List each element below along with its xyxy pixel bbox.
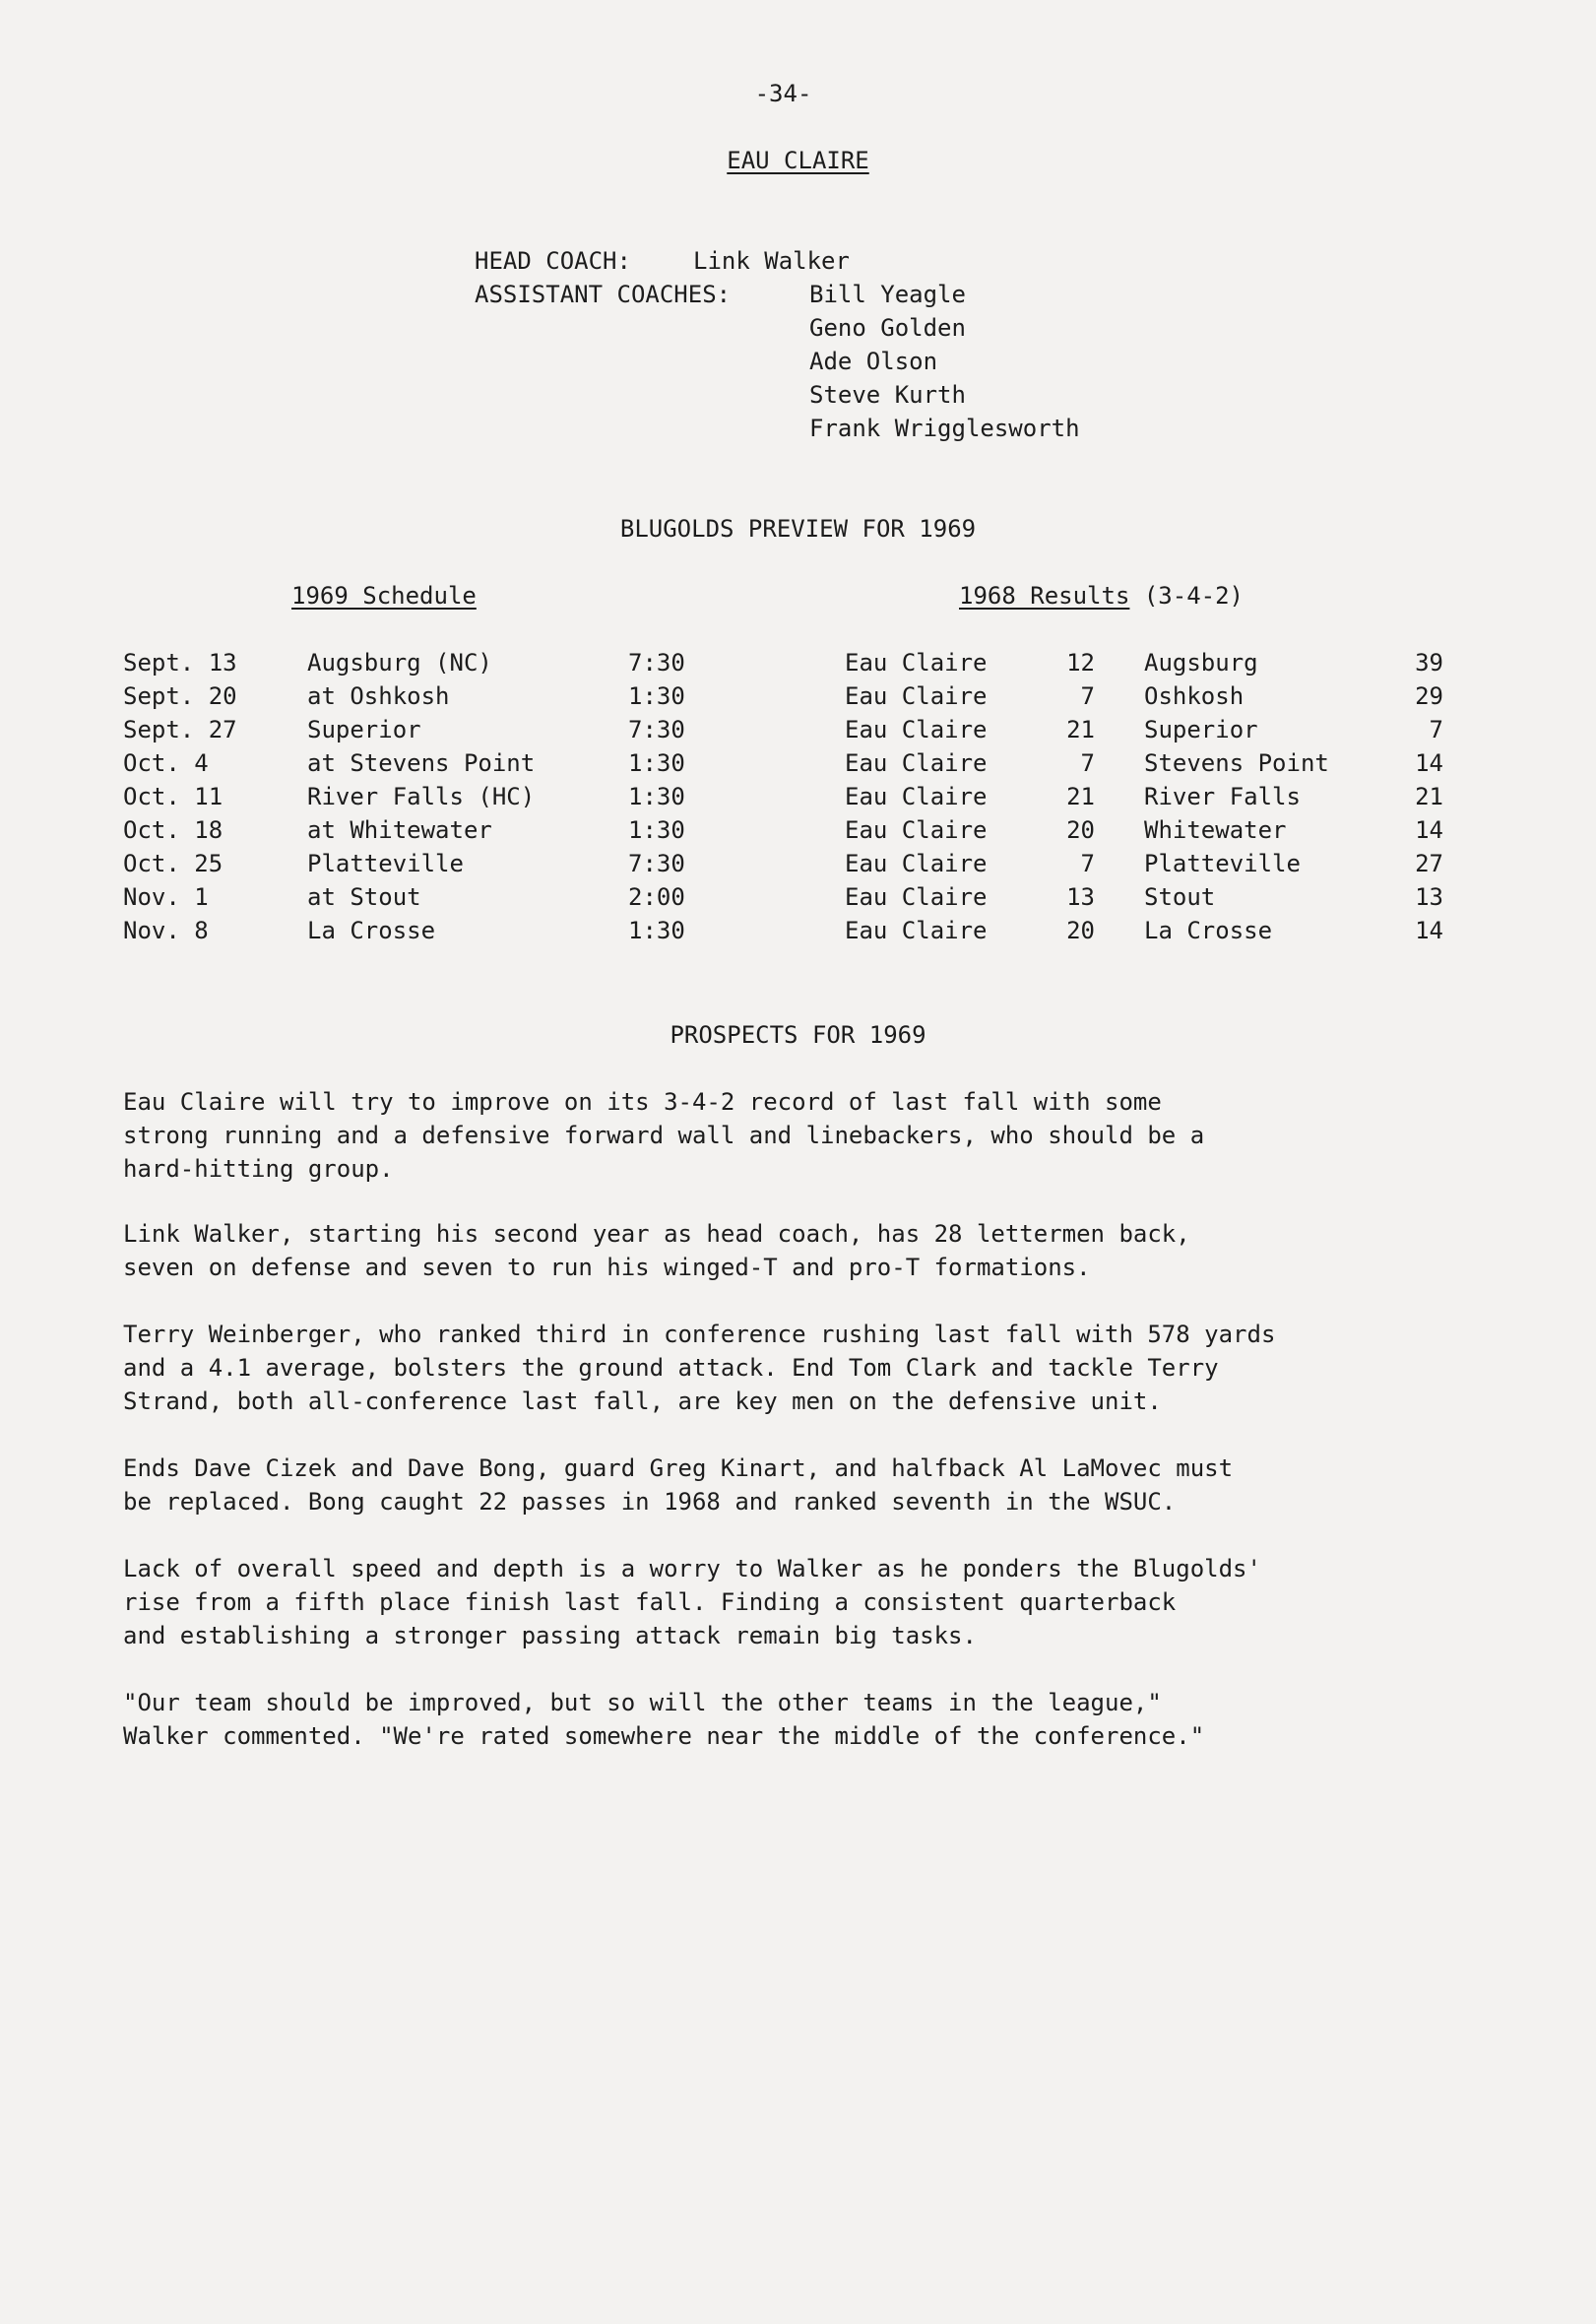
result-opp-score: 27 (1415, 850, 1443, 877)
schedule-opponent: River Falls (HC) (307, 783, 536, 810)
schedule-heading: 1969 Schedule (291, 582, 477, 610)
paragraph: Terry Weinberger, who ranked third in conference rushing last fall with 578 yards and a 4.1 average, bolsters the ground attack. End Tom Clark and tackle Terry Strand, both all-conference last fall, are key men on the defensive unit. (123, 1321, 1276, 1415)
schedule-opponent: La Crosse (307, 917, 436, 944)
schedule-time: 7:30 (628, 716, 685, 743)
results-heading-wrap (959, 579, 1244, 613)
schedule-opponent: at Whitewater (307, 816, 492, 844)
result-score: 20 (1066, 917, 1095, 944)
table-row (0, 914, 1596, 947)
result-score: 13 (1066, 883, 1095, 911)
schedule-date: Nov. 1 (123, 883, 209, 911)
result-opp-score: 21 (1415, 783, 1443, 810)
schedule-time: 1:30 (628, 816, 685, 844)
paragraph: Link Walker, starting his second year as head coach, has 28 lettermen back, seven on defense and seven to run his winged-T and pro-T formations. (123, 1220, 1190, 1281)
result-opponent: Platteville (1144, 850, 1301, 877)
head-coach-name: Link Walker (693, 247, 850, 275)
result-opponent: Stout (1144, 883, 1216, 911)
assistant-coach: Ade Olson (809, 348, 938, 375)
result-opp-score: 7 (1429, 716, 1443, 743)
result-opp-score: 39 (1415, 649, 1443, 677)
table-row (0, 780, 1596, 813)
schedule-time: 1:30 (628, 749, 685, 777)
result-team: Eau Claire (845, 917, 988, 944)
schedule-date: Sept. 27 (123, 716, 237, 743)
page-title: EAU CLAIRE (727, 147, 869, 174)
schedule-opponent: at Stout (307, 883, 421, 911)
result-team: Eau Claire (845, 649, 988, 677)
table-row (0, 646, 1596, 679)
result-opp-score: 14 (1415, 816, 1443, 844)
assistant-coach: Steve Kurth (809, 381, 966, 409)
schedule-date: Oct. 11 (123, 783, 223, 810)
result-opp-score: 14 (1415, 749, 1443, 777)
schedule-opponent: at Oshkosh (307, 682, 450, 710)
table-row (0, 713, 1596, 746)
table-row (0, 679, 1596, 713)
table-row (0, 880, 1596, 914)
schedule-opponent: Augsburg (NC) (307, 649, 492, 677)
result-score: 21 (1066, 783, 1095, 810)
result-opponent: Stevens Point (1144, 749, 1329, 777)
result-opponent: Augsburg (1144, 649, 1258, 677)
schedule-date: Sept. 20 (123, 682, 237, 710)
result-score: 7 (1080, 749, 1095, 777)
paragraph: Ends Dave Cizek and Dave Bong, guard Greg Kinart, and halfback Al LaMovec must be replaced. Bong caught 22 passes in 1968 and ranked seventh in the WSUC. (123, 1454, 1234, 1516)
result-score: 21 (1066, 716, 1095, 743)
result-team: Eau Claire (845, 783, 988, 810)
preview-title: BLUGOLDS PREVIEW FOR 1969 (619, 515, 977, 543)
result-opponent: Superior (1144, 716, 1258, 743)
assistant-coaches-label: ASSISTANT COACHES: (475, 281, 732, 308)
table-row (0, 813, 1596, 847)
result-opponent: Oshkosh (1144, 682, 1245, 710)
result-score: 20 (1066, 816, 1095, 844)
schedule-time: 7:30 (628, 850, 685, 877)
schedule-date: Oct. 18 (123, 816, 223, 844)
result-score: 12 (1066, 649, 1095, 677)
assistant-coach: Geno Golden (809, 314, 966, 342)
result-opponent: River Falls (1144, 783, 1301, 810)
result-opp-score: 14 (1415, 917, 1443, 944)
paragraph: "Our team should be improved, but so will the other teams in the league," Walker commented. "We're rated somewhere near the middle of the conference." (123, 1689, 1205, 1750)
result-opp-score: 29 (1415, 682, 1443, 710)
schedule-opponent: at Stevens Point (307, 749, 536, 777)
assistant-coach: Frank Wrigglesworth (809, 415, 1080, 442)
result-team: Eau Claire (845, 749, 988, 777)
result-team: Eau Claire (845, 883, 988, 911)
result-opponent: Whitewater (1144, 816, 1287, 844)
schedule-time: 1:30 (628, 682, 685, 710)
schedule-date: Oct. 25 (123, 850, 223, 877)
table-row (0, 847, 1596, 880)
assistant-coach: Bill Yeagle (809, 281, 966, 308)
schedule-opponent: Superior (307, 716, 421, 743)
head-coach-label: HEAD COACH: (475, 247, 631, 275)
result-team: Eau Claire (845, 850, 988, 877)
schedule-date: Oct. 4 (123, 749, 209, 777)
result-score: 7 (1080, 850, 1095, 877)
schedule-time: 1:30 (628, 783, 685, 810)
schedule-opponent: Platteville (307, 850, 464, 877)
schedule-date: Nov. 8 (123, 917, 209, 944)
paragraph: Lack of overall speed and depth is a worry to Walker as he ponders the Blugolds' rise from a fifth place finish last fall. Finding a consistent quarterback and establishing a stronger passing attack remain big tasks. (123, 1555, 1261, 1649)
prospects-title: PROSPECTS FOR 1969 (670, 1021, 926, 1049)
result-opponent: La Crosse (1144, 917, 1273, 944)
results-record: (3-4-2) (1143, 582, 1244, 610)
paragraph: Eau Claire will try to improve on its 3-4-2 record of last fall with some strong running and a defensive forward wall and linebackers, who should be a hard-hitting group. (123, 1088, 1205, 1183)
result-opp-score: 13 (1415, 883, 1443, 911)
schedule-date: Sept. 13 (123, 649, 237, 677)
results-heading: 1968 Results (959, 582, 1130, 610)
schedule-time: 2:00 (628, 883, 685, 911)
result-score: 7 (1080, 682, 1095, 710)
schedule-time: 7:30 (628, 649, 685, 677)
result-team: Eau Claire (845, 716, 988, 743)
page-number: -34- (754, 80, 812, 107)
result-team: Eau Claire (845, 682, 988, 710)
table-row (0, 746, 1596, 780)
schedule-time: 1:30 (628, 917, 685, 944)
result-team: Eau Claire (845, 816, 988, 844)
